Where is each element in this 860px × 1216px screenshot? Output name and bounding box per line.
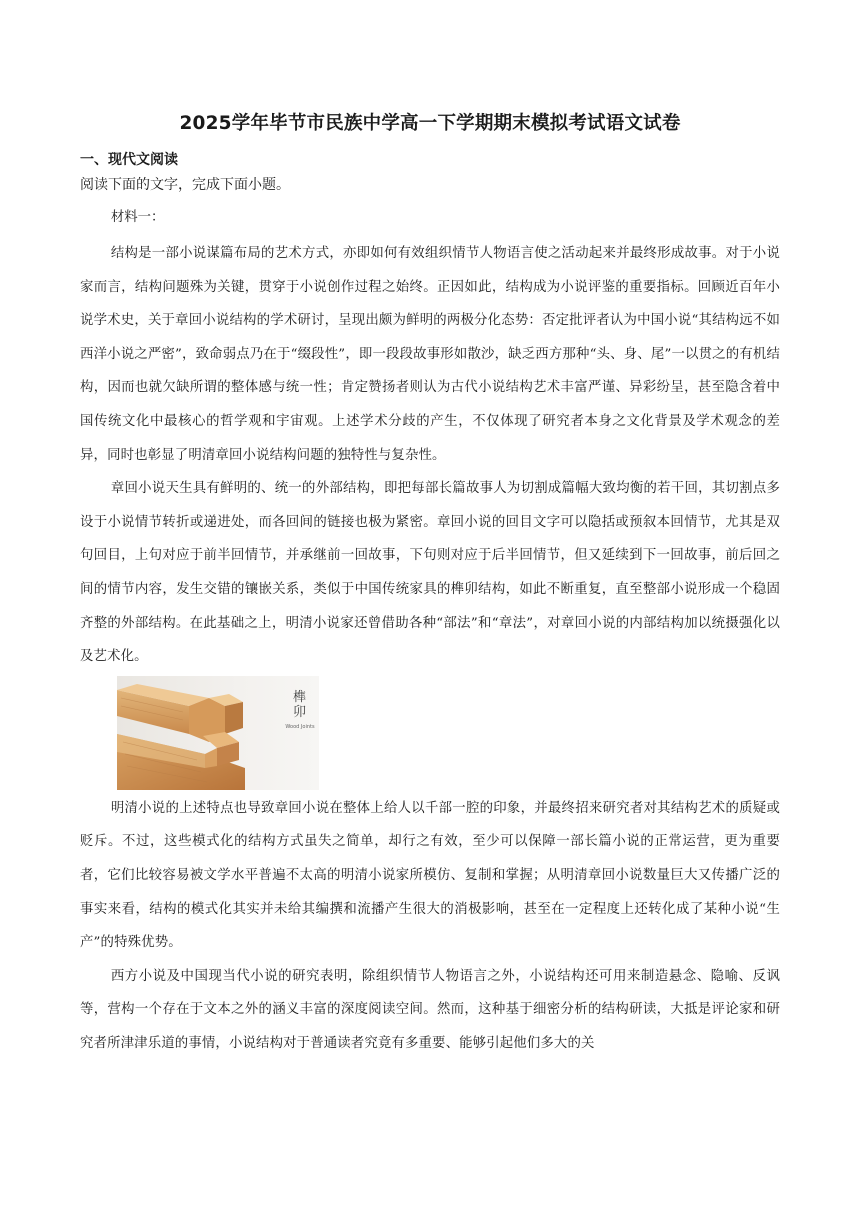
document-page xyxy=(80,108,780,1060)
section-heading: 一、现代文阅读 xyxy=(80,152,178,168)
paragraph-3: 明清小说的上述特点也导致章回小说在整体上给人以千部一腔的印象，并最终招来研究者对其结构艺术的质疑或贬斥。不过，这些模式化的结构方式虽失之简单，却行之有效，至少可以保障一部长篇小说的正常运营，更为重要者，它们比较容易被文学水平普遍不太高的明清小说家所模仿、复制和掌握；从明清章回小说数量巨大又传播广泛的事实来看，结构的模式化其实并未给其编撰和流播产生很大的消极影响，甚至在一定程度上还转化成了某种小说“生产”的特殊优势。 xyxy=(80,800,780,951)
mortise-tenon-illustration xyxy=(117,676,319,790)
figure-caption-cn: 榫卯 xyxy=(293,689,307,720)
paragraph-4: 西方小说及中国现当代小说的研究表明，除组织情节人物语言之外，小说结构还可用来制造悬念、隐喻、反讽等，营构一个存在于文本之外的涵义丰富的深度阅读空间。然而，这种基于细密分析的结构研读，大抵是评论家和研究者所津津乐道的事情，小说结构对于普通读者究竟有多重要、能够引起他们多大的关 xyxy=(80,968,780,1051)
mortise-tenon-image xyxy=(117,676,319,790)
material-label: 材料一： xyxy=(110,210,165,225)
instruction-text: 阅读下面的文字，完成下面小题。 xyxy=(80,177,290,193)
document-title: 2025学年毕节市民族中学高一下学期期末模拟考试语文试卷 xyxy=(179,113,681,134)
figure-caption-en: Wood Joints xyxy=(285,723,315,730)
paragraph-1: 结构是一部小说谋篇布局的艺术方式，亦即如何有效组织情节人物语言使之活动起来并最终形成故事。对于小说家而言，结构问题殊为关键，贯穿于小说创作过程之始终。正因如此，结构成为小说评鉴的重要指标。回顾近百年小说学术史，关于章回小说结构的学术研讨，呈现出颇为鲜明的两极分化态势：否定批评者认为中国小说“其结构远不如西洋小说之严密”，致命弱点乃在于“缀段性”，即一段段故事形如散沙，缺乏西方那种“头、身、尾”一以贯之的有机结构，因而也就欠缺所谓的整体感与统一性；肯定赞扬者则认为古代小说结构艺术丰富严谨、异彩纷呈，甚至隐含着中国传统文化中最核心的哲学观和宇宙观。上述学术分歧的产生，不仅体现了研究者本身之文化背景及学术观念的差异，同时也彰显了明清章回小说结构问题的独特性与复杂性。 xyxy=(80,246,780,463)
paragraph-2: 章回小说天生具有鲜明的、统一的外部结构，即把每部长篇故事人为切割成篇幅大致均衡的若干回，其切割点多设于小说情节转折或递进处，而各回间的链接也极为紧密。章回小说的回目文字可以隐括或预叙本回情节，尤其是双句回目，上句对应于前半回情节，并承继前一回故事，下句则对应于后半回情节，但又延续到下一回故事，前后回之间的情节内容，发生交错的镶嵌关系，类似于中国传统家具的榫卯结构，如此不断重复，直至整部小说形成一个稳固齐整的外部结构。在此基础之上，明清小说家还曾借助各种“部法”和“章法”，对章回小说的内部结构加以统摄强化以及艺术化。 xyxy=(80,481,780,665)
